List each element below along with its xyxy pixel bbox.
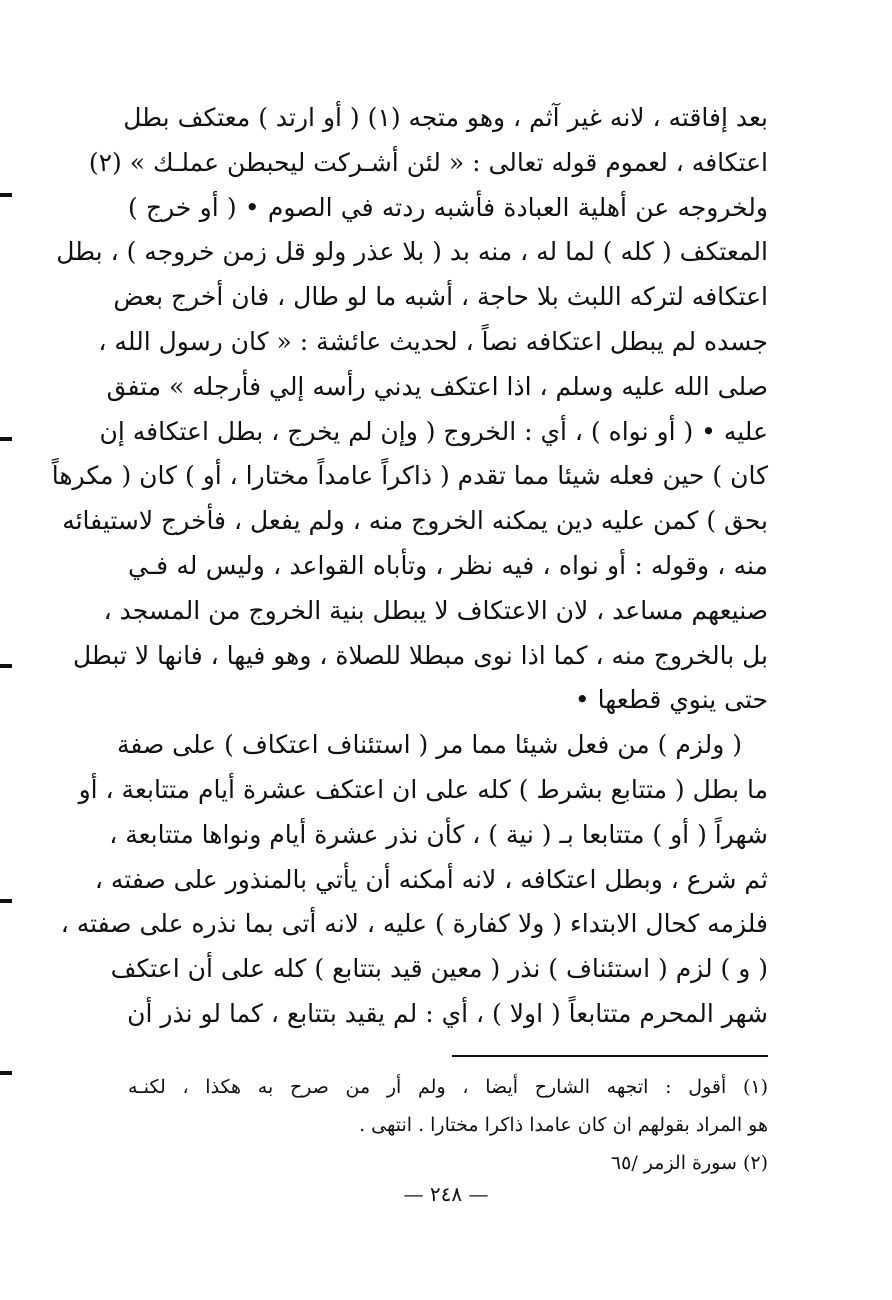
margin-mark (0, 193, 12, 197)
text-line: ( و ) لزم ( استئناف ) نذر ( معين قيد بتتابع ) كله على أن اعتكف (110, 954, 768, 984)
margin-mark (0, 437, 12, 441)
text-line: شهر المحرم متتابعاً ( اولا ) ، أي : لم يقيد بتتابع ، كما لو نذر أن (127, 998, 768, 1028)
footnote-1-line: (١) أقول : اتجهه الشارح أيضا ، ولم أر من صرح به هكذا ، لكنـه (128, 1076, 768, 1098)
text-line: بل بالخروج منه ، كما اذا نوى مبطلا للصلاة ، وهو فيها ، فانها لا تبطل (72, 640, 768, 670)
text-line: اعتكافه ، لعموم قوله تعالى : « لئن أشـركت ليحبطن عملـك » (٢) (88, 147, 768, 177)
text-line: صلى الله عليه وسلم ، اذا اعتكف يدني رأسه إلي فأرجله » متفق (106, 371, 768, 401)
footnote-2: (٢) سورة الزمر /٦٥ (610, 1152, 768, 1174)
footnote-divider (452, 1055, 768, 1057)
paragraph (51, 96, 768, 723)
text-line: كان ) حين فعله شيئا مما تقدم ( ذاكراً عامداً مختارا ، أو ) كان ( مكرهاً (51, 461, 768, 491)
footnotes (128, 1068, 768, 1182)
text-line: المعتكف ( كله ) لما له ، منه بد ( بلا عذر ولو قل زمن خروجه ) ، بطل (56, 237, 768, 267)
text-line: بحق ) كمن عليه دين يمكنه الخروج منه ، ولم يفعل ، فأخرج لاستيفائه (62, 506, 768, 536)
text-line: صنيعهم مساعد ، لان الاعتكاف لا يبطل بنية الخروج من المسجد ، (103, 595, 768, 625)
page-number: — ٢٤٨ — (403, 1182, 489, 1206)
text-line: جسده لم يبطل اعتكافه نصاً ، لحديث عائشة : « كان رسول الله ، (98, 326, 768, 356)
text-line: ( ولزم ) من فعل شيئا مما مر ( استئناف اعتكاف ) على صفة (116, 730, 742, 760)
text-line: ثم شرع ، وبطل اعتكافه ، لانه أمكنه أن يأتي بالمنذور على صفته ، (94, 864, 768, 894)
footnote-1-line: هو المراد بقولهم ان كان عامدا ذاكرا مختارا . انتهى . (359, 1114, 768, 1136)
text-line: منه ، وقوله : أو نواه ، فيه نظر ، وتأباه القواعد ، وليس له فـي (128, 550, 768, 580)
text-line: ولخروجه عن أهلية العبادة فأشبه ردته في الصوم • ( أو خرج ) (128, 192, 768, 222)
paragraph (60, 723, 768, 1037)
text-line: شهراً ( أو ) متتابعا بـ ( نية ) ، كأن نذر عشرة أيام ونواها متتابعة ، (109, 819, 768, 849)
text-line: فلزمه كحال الابتداء ( ولا كفارة ) عليه ، لانه أتى بما نذره على صفته ، (60, 909, 768, 939)
main-text (51, 96, 768, 1037)
text-line: حتى ينوي قطعها • (574, 685, 768, 715)
text-line: اعتكافه لتركه اللبث بلا حاجة ، أشبه ما لو طال ، فان أخرج بعض (113, 282, 768, 312)
text-line: بعد إفاقته ، لانه غير آثم ، وهو متجه (١) ( أو ارتد ) معتكف بطل (123, 103, 768, 132)
text-line: عليه • ( أو نواه ) ، أي : الخروج ( وإن لم يخرج ، بطل اعتكافه إن (99, 416, 768, 446)
text-line: ما بطل ( متتابع بشرط ) كله على ان اعتكف عشرة أيام متتابعة ، أو (78, 774, 768, 804)
margin-mark (0, 1071, 12, 1075)
margin-mark (0, 664, 12, 668)
margin-mark (0, 899, 12, 903)
